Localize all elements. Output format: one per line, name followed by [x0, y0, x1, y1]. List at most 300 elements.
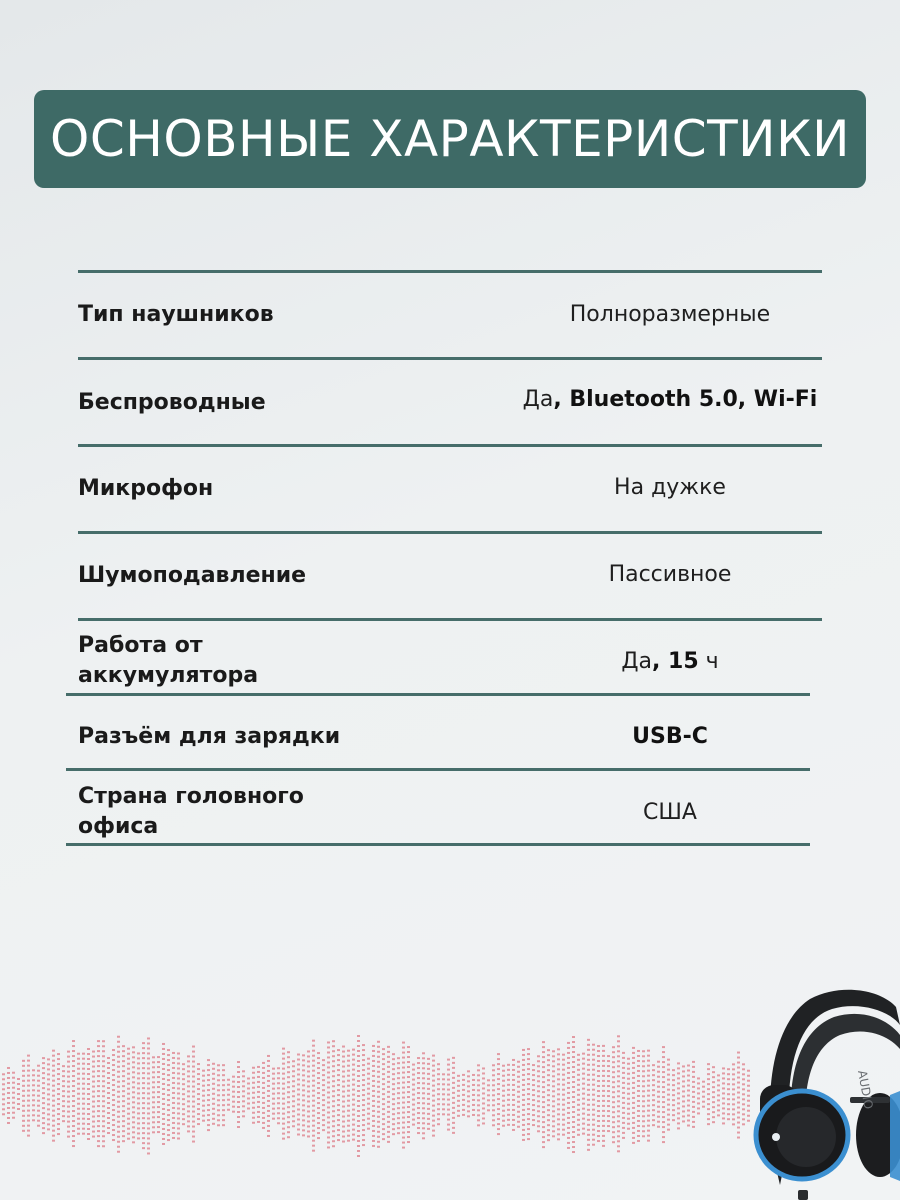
waveform-dash: [102, 1100, 105, 1102]
waveform-dash: [317, 1107, 320, 1109]
waveform-dash: [312, 1075, 315, 1077]
waveform-dash: [267, 1110, 270, 1112]
waveform-dash: [312, 1095, 315, 1097]
waveform-dash: [377, 1106, 380, 1108]
waveform-dash: [457, 1115, 460, 1117]
waveform-dash: [357, 1085, 360, 1087]
waveform-dash: [497, 1118, 500, 1120]
waveform-dash: [132, 1101, 135, 1103]
waveform-dash: [292, 1065, 295, 1067]
waveform-dash: [587, 1149, 590, 1151]
waveform-dash: [147, 1117, 150, 1119]
waveform-dash: [517, 1091, 520, 1093]
waveform-dash: [502, 1095, 505, 1097]
waveform-dash: [12, 1082, 15, 1084]
waveform-dash: [707, 1078, 710, 1080]
waveform-dash: [27, 1095, 30, 1097]
waveform-dash: [52, 1060, 55, 1062]
waveform-dash: [697, 1097, 700, 1099]
waveform-dash: [167, 1054, 170, 1056]
waveform-dash: [722, 1097, 725, 1099]
waveform-dash: [162, 1053, 165, 1055]
waveform-dash: [447, 1109, 450, 1111]
waveform-dash: [247, 1083, 250, 1085]
waveform-dash: [447, 1064, 450, 1066]
waveform-dash: [462, 1104, 465, 1106]
waveform-dash: [282, 1058, 285, 1060]
waveform-dash: [97, 1125, 100, 1127]
waveform-dash: [177, 1097, 180, 1099]
waveform-dash: [537, 1095, 540, 1097]
waveform-dash: [357, 1135, 360, 1137]
waveform-dash: [712, 1091, 715, 1093]
waveform-dash: [357, 1140, 360, 1142]
waveform-dash: [572, 1076, 575, 1078]
waveform-dash: [82, 1073, 85, 1075]
waveform-dash: [137, 1122, 140, 1124]
waveform-dash: [502, 1070, 505, 1072]
waveform-dash: [152, 1126, 155, 1128]
spec-value-text: Да, Bluetooth 5.0, Wi-Fi: [522, 387, 818, 412]
waveform-dash: [542, 1121, 545, 1123]
waveform-dash: [97, 1100, 100, 1102]
waveform-dash: [182, 1088, 185, 1090]
waveform-dash: [187, 1070, 190, 1072]
waveform-dash: [282, 1083, 285, 1085]
waveform-dash: [252, 1117, 255, 1119]
waveform-dash: [602, 1075, 605, 1077]
waveform-dash: [282, 1093, 285, 1095]
waveform-dash: [122, 1115, 125, 1117]
waveform-dash: [422, 1132, 425, 1134]
waveform-dash: [307, 1080, 310, 1082]
waveform-dash: [407, 1126, 410, 1128]
waveform-dash: [422, 1062, 425, 1064]
waveform-dash: [407, 1116, 410, 1118]
waveform-dash: [537, 1090, 540, 1092]
spec-label: Шумоподавление: [78, 563, 307, 588]
waveform-dash: [87, 1098, 90, 1100]
waveform-dash: [432, 1060, 435, 1062]
waveform-dash: [167, 1059, 170, 1061]
waveform-dash: [77, 1068, 80, 1070]
waveform-dash: [192, 1111, 195, 1113]
waveform-dash: [732, 1083, 735, 1085]
waveform-dash: [507, 1079, 510, 1081]
waveform-dash: [552, 1055, 555, 1057]
waveform-dash: [32, 1089, 35, 1091]
waveform-dash: [232, 1101, 235, 1103]
waveform-dash: [87, 1103, 90, 1105]
waveform-dash: [2, 1073, 5, 1075]
waveform-dash: [27, 1080, 30, 1082]
waveform-dash: [312, 1065, 315, 1067]
waveform-dash: [582, 1058, 585, 1060]
waveform-dash: [587, 1044, 590, 1046]
waveform-dash: [602, 1090, 605, 1092]
waveform-dash: [52, 1070, 55, 1072]
waveform-dash: [407, 1066, 410, 1068]
waveform-dash: [162, 1108, 165, 1110]
waveform-dash: [397, 1112, 400, 1114]
waveform-dash: [77, 1078, 80, 1080]
waveform-dash: [347, 1130, 350, 1132]
waveform-dash: [167, 1129, 170, 1131]
waveform-dash: [197, 1108, 200, 1110]
waveform-dash: [732, 1088, 735, 1090]
waveform-dash: [657, 1096, 660, 1098]
waveform-dash: [7, 1117, 10, 1119]
waveform-dash: [32, 1109, 35, 1111]
waveform-dash: [207, 1059, 210, 1061]
waveform-dash: [257, 1116, 260, 1118]
waveform-dash: [332, 1060, 335, 1062]
waveform-dash: [112, 1104, 115, 1106]
waveform-dash: [27, 1120, 30, 1122]
waveform-dash: [237, 1091, 240, 1093]
waveform-dash: [117, 1076, 120, 1078]
waveform-dash: [97, 1135, 100, 1137]
waveform-dash: [687, 1094, 690, 1096]
waveform-dash: [282, 1118, 285, 1120]
waveform-dash: [112, 1099, 115, 1101]
waveform-dash: [162, 1133, 165, 1135]
waveform-dash: [307, 1055, 310, 1057]
waveform-dash: [662, 1066, 665, 1068]
waveform-dash: [572, 1071, 575, 1073]
waveform-dash: [122, 1070, 125, 1072]
waveform-dash: [2, 1078, 5, 1080]
waveform-dash: [607, 1075, 610, 1077]
waveform-dash: [442, 1073, 445, 1075]
waveform-dash: [702, 1106, 705, 1108]
waveform-dash: [512, 1104, 515, 1106]
waveform-dash: [602, 1045, 605, 1047]
waveform-dash: [422, 1067, 425, 1069]
waveform-dash: [307, 1125, 310, 1127]
waveform-dash: [327, 1041, 330, 1043]
waveform-dash: [547, 1089, 550, 1091]
waveform-dash: [332, 1075, 335, 1077]
waveform-dash: [722, 1117, 725, 1119]
waveform-dash: [242, 1085, 245, 1087]
waveform-dash: [512, 1114, 515, 1116]
waveform-dash: [157, 1066, 160, 1068]
waveform-dash: [362, 1089, 365, 1091]
waveform-dash: [147, 1147, 150, 1149]
waveform-dash: [332, 1080, 335, 1082]
waveform-dash: [597, 1050, 600, 1052]
waveform-dash: [732, 1073, 735, 1075]
waveform-dash: [547, 1059, 550, 1061]
waveform-dash: [442, 1103, 445, 1105]
waveform-dash: [367, 1088, 370, 1090]
waveform-dash: [127, 1103, 130, 1105]
waveform-dash: [472, 1079, 475, 1081]
waveform-dash: [457, 1080, 460, 1082]
waveform-dash: [367, 1128, 370, 1130]
waveform-dash: [392, 1058, 395, 1060]
waveform-dash: [102, 1115, 105, 1117]
waveform-dash: [177, 1057, 180, 1059]
waveform-dash: [32, 1069, 35, 1071]
waveform-dash: [137, 1062, 140, 1064]
waveform-dash: [192, 1131, 195, 1133]
waveform-dash: [522, 1119, 525, 1121]
waveform-dash: [572, 1056, 575, 1058]
waveform-dash: [142, 1047, 145, 1049]
waveform-dash: [732, 1078, 735, 1080]
waveform-dash: [402, 1052, 405, 1054]
waveform-dash: [182, 1093, 185, 1095]
waveform-dash: [182, 1098, 185, 1100]
waveform-dash: [112, 1089, 115, 1091]
waveform-dash: [547, 1129, 550, 1131]
waveform-dash: [107, 1132, 110, 1134]
table-divider: [66, 693, 810, 696]
waveform-dash: [527, 1118, 530, 1120]
waveform-dash: [172, 1067, 175, 1069]
waveform-dash: [387, 1126, 390, 1128]
waveform-dash: [632, 1137, 635, 1139]
waveform-dash: [562, 1119, 565, 1121]
waveform-dash: [182, 1078, 185, 1080]
waveform-dash: [587, 1079, 590, 1081]
waveform-dash: [392, 1113, 395, 1115]
waveform-dash: [532, 1064, 535, 1066]
waveform-dash: [387, 1071, 390, 1073]
waveform-dash: [342, 1066, 345, 1068]
waveform-dash: [207, 1104, 210, 1106]
waveform-dash: [387, 1141, 390, 1143]
waveform-dash: [662, 1056, 665, 1058]
waveform-dash: [317, 1137, 320, 1139]
waveform-dash: [362, 1049, 365, 1051]
waveform-dash: [537, 1125, 540, 1127]
waveform-dash: [597, 1045, 600, 1047]
waveform-dash: [37, 1080, 40, 1082]
waveform-dash: [497, 1113, 500, 1115]
waveform-dash: [202, 1095, 205, 1097]
waveform-dash: [672, 1074, 675, 1076]
waveform-dash: [277, 1107, 280, 1109]
waveform-dash: [372, 1130, 375, 1132]
waveform-dash: [102, 1070, 105, 1072]
waveform-dash: [377, 1111, 380, 1113]
waveform-dash: [367, 1058, 370, 1060]
waveform-dash: [657, 1101, 660, 1103]
waveform-dash: [292, 1100, 295, 1102]
waveform-dash: [337, 1059, 340, 1061]
waveform-dash: [487, 1089, 490, 1091]
waveform-dash: [332, 1105, 335, 1107]
waveform-dash: [52, 1115, 55, 1117]
waveform-dash: [502, 1075, 505, 1077]
waveform-dash: [277, 1122, 280, 1124]
waveform-dash: [587, 1139, 590, 1141]
waveform-dash: [617, 1035, 620, 1037]
waveform-dash: [132, 1126, 135, 1128]
waveform-dash: [507, 1124, 510, 1126]
waveform-dash: [652, 1084, 655, 1086]
waveform-dash: [92, 1076, 95, 1078]
waveform-dash: [172, 1052, 175, 1054]
waveform-dash: [537, 1085, 540, 1087]
waveform-dash: [57, 1118, 60, 1120]
waveform-dash: [282, 1108, 285, 1110]
waveform-dash: [397, 1087, 400, 1089]
waveform-dash: [542, 1101, 545, 1103]
waveform-dash: [302, 1094, 305, 1096]
waveform-dash: [582, 1083, 585, 1085]
waveform-dash: [357, 1105, 360, 1107]
waveform-dash: [237, 1086, 240, 1088]
waveform-dash: [542, 1086, 545, 1088]
waveform-dash: [447, 1089, 450, 1091]
waveform-dash: [132, 1066, 135, 1068]
waveform-dash: [127, 1108, 130, 1110]
waveform-dash: [512, 1094, 515, 1096]
waveform-dash: [327, 1101, 330, 1103]
waveform-dash: [437, 1088, 440, 1090]
waveform-dash: [507, 1109, 510, 1111]
waveform-dash: [532, 1089, 535, 1091]
waveform-dash: [192, 1136, 195, 1138]
waveform-dash: [152, 1066, 155, 1068]
waveform-dash: [467, 1090, 470, 1092]
waveform-dash: [682, 1090, 685, 1092]
waveform-dash: [672, 1094, 675, 1096]
waveform-dash: [527, 1108, 530, 1110]
waveform-dash: [2, 1108, 5, 1110]
waveform-dash: [612, 1106, 615, 1108]
waveform-dash: [357, 1080, 360, 1082]
waveform-dash: [647, 1065, 650, 1067]
waveform-dash: [47, 1103, 50, 1105]
waveform-dash: [132, 1046, 135, 1048]
waveform-dash: [242, 1090, 245, 1092]
waveform-dash: [262, 1117, 265, 1119]
waveform-dash: [577, 1134, 580, 1136]
waveform-dash: [382, 1113, 385, 1115]
waveform-dash: [542, 1071, 545, 1073]
waveform-dash: [297, 1078, 300, 1080]
waveform-dash: [417, 1067, 420, 1069]
waveform-dash: [407, 1076, 410, 1078]
waveform-dash: [432, 1065, 435, 1067]
waveform-dash: [167, 1089, 170, 1091]
waveform-dash: [287, 1116, 290, 1118]
waveform-dash: [42, 1117, 45, 1119]
waveform-dash: [132, 1096, 135, 1098]
waveform-dash: [212, 1108, 215, 1110]
waveform-dash: [397, 1092, 400, 1094]
waveform-dash: [467, 1110, 470, 1112]
waveform-dash: [102, 1125, 105, 1127]
waveform-dash: [37, 1120, 40, 1122]
waveform-dash: [452, 1122, 455, 1124]
waveform-dash: [402, 1062, 405, 1064]
waveform-dash: [322, 1084, 325, 1086]
waveform-dash: [327, 1086, 330, 1088]
waveform-dash: [392, 1103, 395, 1105]
waveform-dash: [627, 1103, 630, 1105]
waveform-dash: [187, 1110, 190, 1112]
waveform-dash: [417, 1062, 420, 1064]
waveform-dash: [672, 1069, 675, 1071]
waveform-dash: [122, 1100, 125, 1102]
waveform-dash: [512, 1109, 515, 1111]
waveform-dash: [562, 1064, 565, 1066]
waveform-dash: [7, 1112, 10, 1114]
waveform-dash: [637, 1075, 640, 1077]
waveform-dash: [437, 1123, 440, 1125]
waveform-dash: [567, 1107, 570, 1109]
waveform-dash: [477, 1084, 480, 1086]
waveform-dash: [692, 1121, 695, 1123]
waveform-dash: [192, 1061, 195, 1063]
waveform-dash: [62, 1110, 65, 1112]
waveform-dash: [137, 1077, 140, 1079]
waveform-dash: [582, 1123, 585, 1125]
waveform-dash: [602, 1145, 605, 1147]
waveform-dash: [402, 1087, 405, 1089]
waveform-dash: [317, 1077, 320, 1079]
waveform-dash: [557, 1078, 560, 1080]
waveform-dash: [272, 1088, 275, 1090]
waveform-dash: [712, 1111, 715, 1113]
waveform-dash: [432, 1115, 435, 1117]
waveform-dash: [552, 1125, 555, 1127]
waveform-dash: [157, 1126, 160, 1128]
waveform-dash: [147, 1092, 150, 1094]
waveform-dash: [517, 1096, 520, 1098]
waveform-dash: [507, 1069, 510, 1071]
waveform-dash: [687, 1114, 690, 1116]
waveform-dash: [282, 1078, 285, 1080]
waveform-dash: [127, 1093, 130, 1095]
waveform-dash: [637, 1060, 640, 1062]
waveform-dash: [312, 1050, 315, 1052]
waveform-dash: [467, 1095, 470, 1097]
waveform-dash: [677, 1087, 680, 1089]
waveform-dash: [682, 1115, 685, 1117]
waveform-dash: [497, 1073, 500, 1075]
waveform-dash: [357, 1095, 360, 1097]
waveform-dash: [667, 1084, 670, 1086]
waveform-dash: [347, 1120, 350, 1122]
waveform-dash: [197, 1083, 200, 1085]
waveform-dash: [212, 1078, 215, 1080]
waveform-dash: [27, 1070, 30, 1072]
spec-value: [520, 368, 820, 432]
waveform-dash: [547, 1109, 550, 1111]
waveform-dash: [517, 1086, 520, 1088]
waveform-dash: [397, 1127, 400, 1129]
waveform-dash: [692, 1091, 695, 1093]
waveform-dash: [312, 1060, 315, 1062]
waveform-dash: [617, 1105, 620, 1107]
waveform-dash: [267, 1060, 270, 1062]
waveform-dash: [652, 1079, 655, 1081]
waveform-dash: [707, 1083, 710, 1085]
waveform-dash: [412, 1089, 415, 1091]
waveform-dash: [577, 1114, 580, 1116]
waveform-dash: [402, 1047, 405, 1049]
waveform-dash: [592, 1109, 595, 1111]
waveform-dash: [147, 1132, 150, 1134]
waveform-dash: [627, 1068, 630, 1070]
